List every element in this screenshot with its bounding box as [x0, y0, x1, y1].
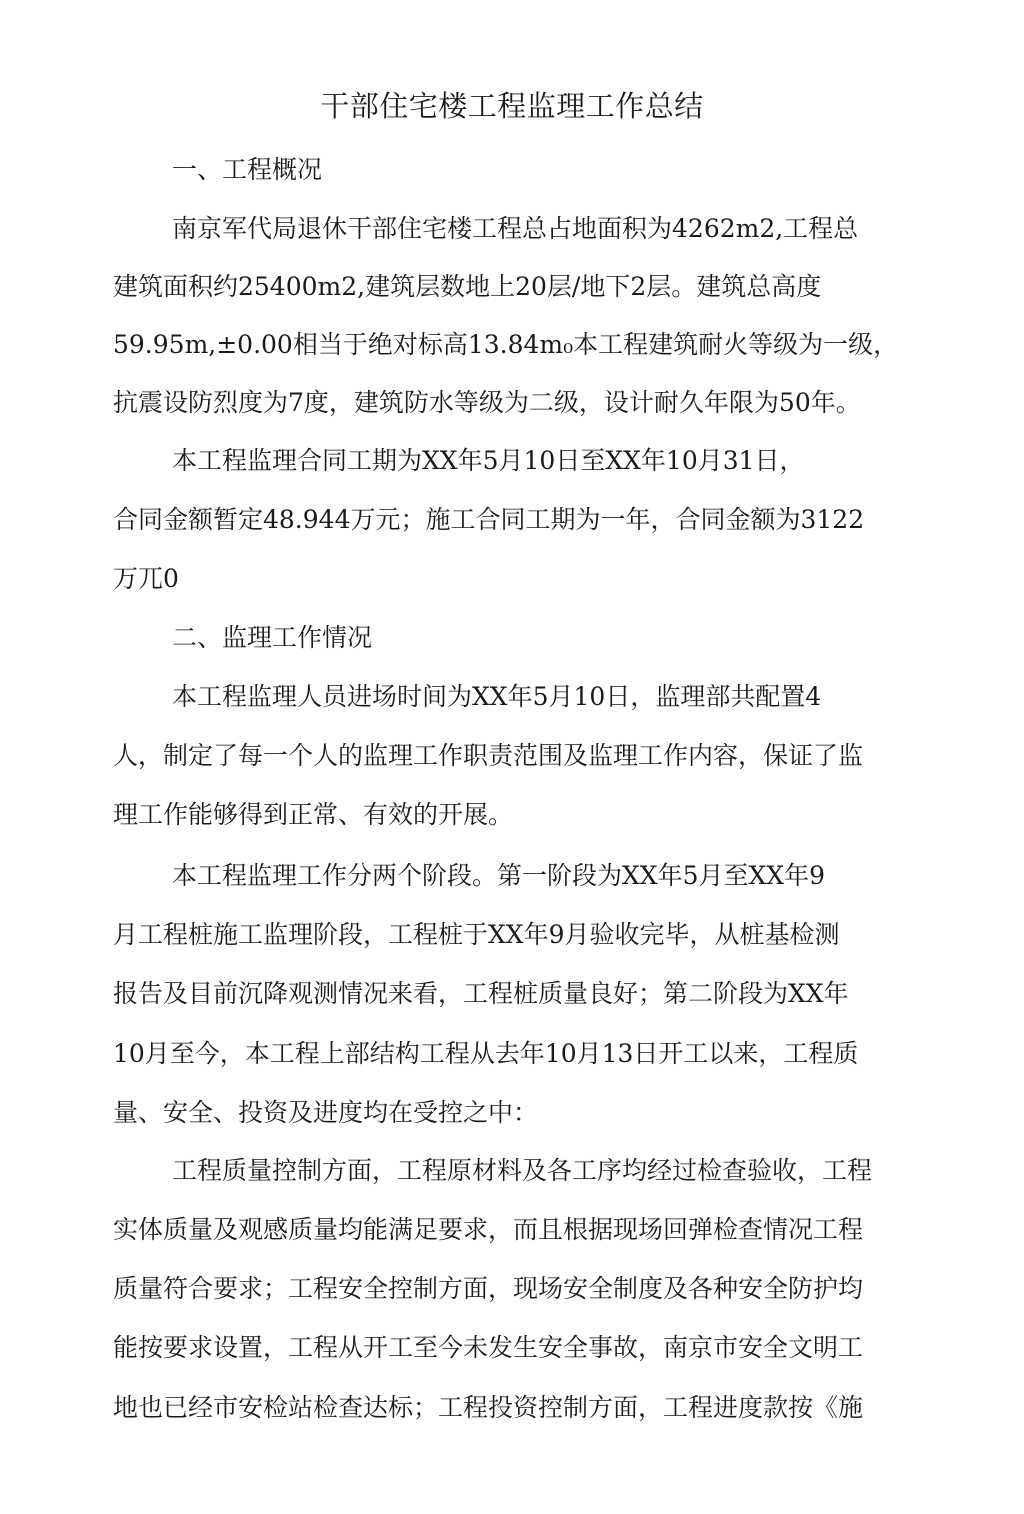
paragraph-line: 人，制定了每一个人的监理工作职责范围及监理工作内容，保证了监 [113, 741, 864, 770]
section-heading-supervision: 二、监理工作情况 [172, 623, 373, 652]
paragraph-line: 月工程桩施工监理阶段，工程桩于XX年9月验收完毕，从桩基检测 [113, 920, 840, 949]
paragraph-line: 质量符合要求；工程安全控制方面，现场安全制度及各种安全防护均 [113, 1274, 864, 1303]
paragraph-line: 报告及目前沉降观测情况来看，工程桩质量良好；第二阶段为XX年 [113, 979, 849, 1008]
paragraph-line: 工程质量控制方面，工程原材料及各工序均经过检查验收，工程 [172, 1156, 873, 1185]
paragraph-line: 本工程监理工作分两个阶段。第一阶段为XX年5月至XX年9 [172, 861, 826, 890]
paragraph-line: 南京军代局退休干部住宅楼工程总占地面积为4262m2,工程总 [172, 214, 859, 243]
section-heading-overview: 一、工程概况 [172, 155, 323, 184]
paragraph-line: 59.95m,±0.00相当于绝对标高13.84m₀本工程建筑耐火等级为一级， [113, 330, 899, 359]
paragraph-line: 地也已经市安检站检查达标；工程投资控制方面，工程进度款按《施 [113, 1393, 864, 1422]
paragraph-line: 万兀0 [113, 564, 179, 593]
paragraph-line: 量、安全、投资及进度均在受控之中： [113, 1098, 539, 1127]
paragraph-line: 合同金额暂定48.944万元；施工合同工期为一年，合同金额为3122 [113, 505, 865, 534]
paragraph-line: 建筑面积约25400m2,建筑层数地上20层/地下2层。建筑总高度 [113, 272, 822, 301]
paragraph-line: 理工作能够得到正常、有效的开展。 [113, 800, 514, 829]
paragraph-line: 10月至今，本工程上部结构工程从去年10月13日开工以来，工程质 [113, 1039, 859, 1068]
paragraph-line: 本工程监理合同工期为XX年5月10日至XX年10月31日， [172, 446, 805, 475]
document-title: 干部住宅楼工程监理工作总结 [320, 89, 704, 123]
paragraph-line: 抗震设防烈度为7度，建筑防水等级为二级，设计耐久年限为50年。 [113, 388, 861, 417]
paragraph-line: 实体质量及观感质量均能满足要求，而且根据现场回弹检查情况工程 [113, 1215, 864, 1244]
paragraph-line: 能按要求设置，工程从开工至今未发生安全事故，南京市安全文明工 [113, 1333, 864, 1362]
paragraph-line: 本工程监理人员进场时间为XX年5月10日，监理部共配置4 [172, 682, 822, 711]
